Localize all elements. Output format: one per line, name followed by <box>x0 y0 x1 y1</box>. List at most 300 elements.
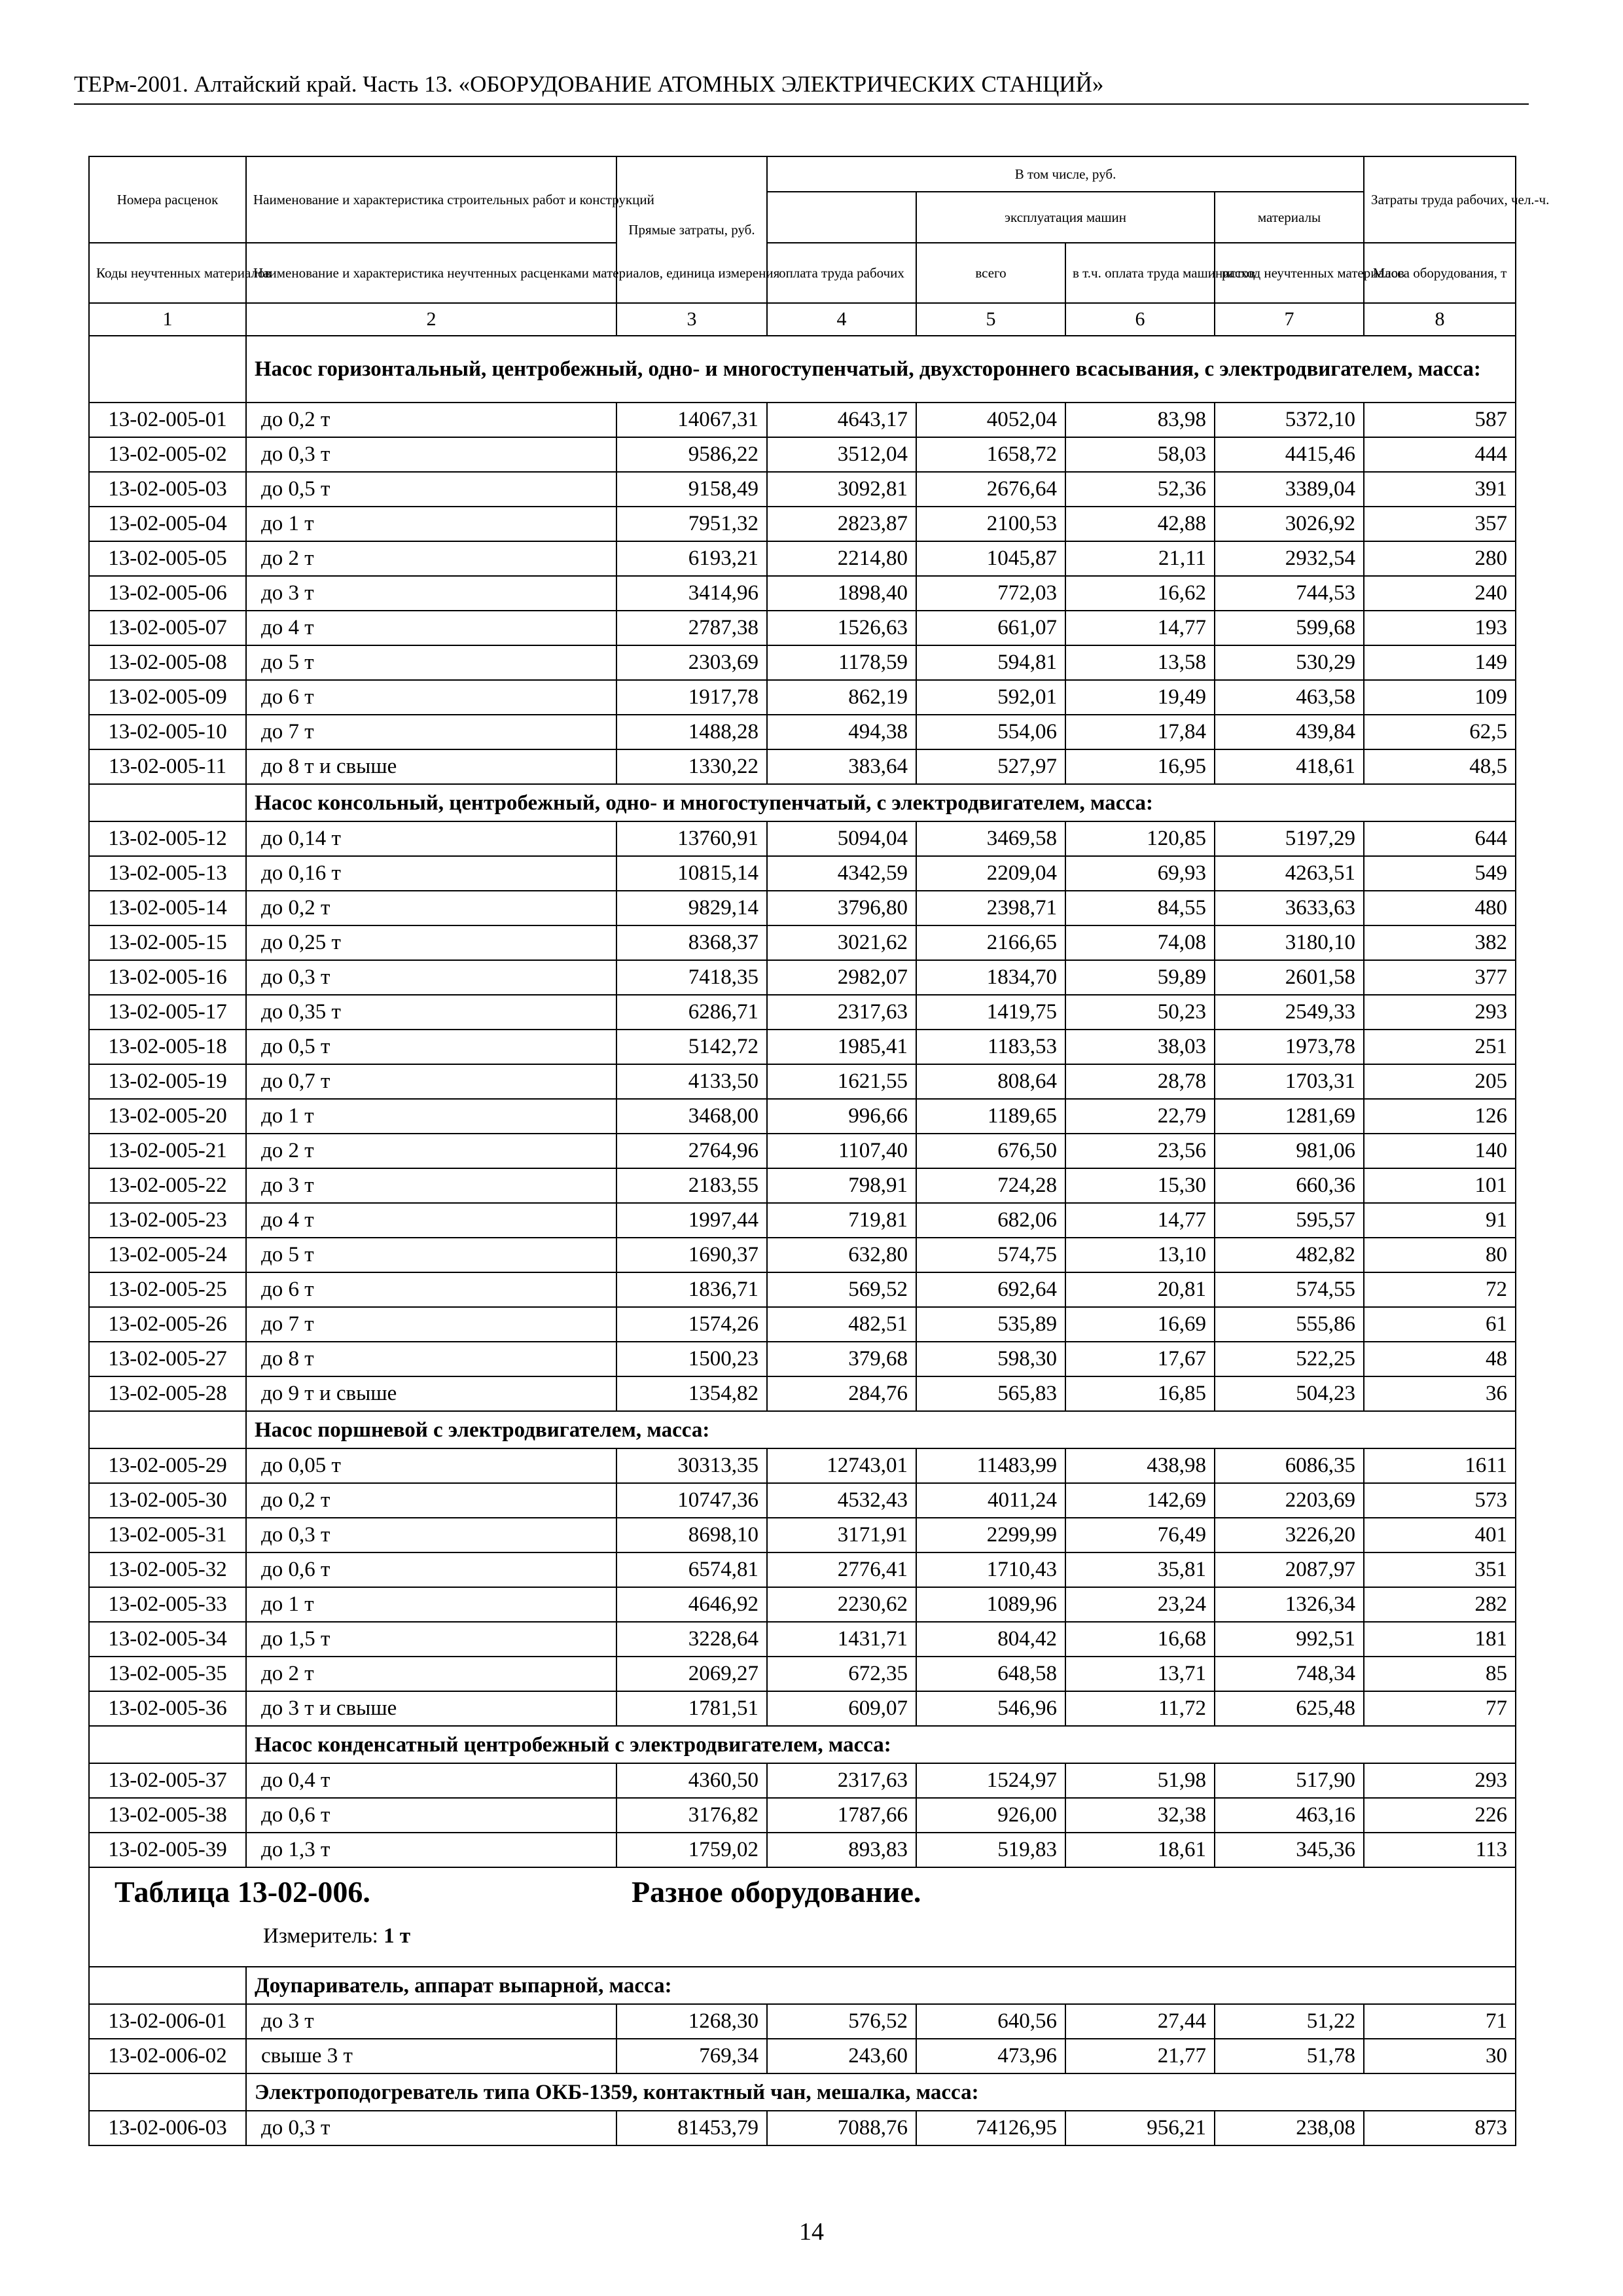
table-row <box>89 2111 1516 2145</box>
section-header-row <box>89 2073 1516 2111</box>
machines-cost: 926,00 <box>916 1798 1065 1833</box>
rate-code: 13-02-006-03 <box>89 2111 246 2145</box>
machines-cost: 598,30 <box>916 1342 1065 1376</box>
driver-wage: 76,49 <box>1065 1518 1215 1552</box>
wage-cost: 1621,55 <box>767 1064 916 1099</box>
rate-code: 13-02-005-27 <box>89 1342 246 1376</box>
labor-hours: 873 <box>1364 2111 1516 2145</box>
rate-code: 13-02-005-05 <box>89 541 246 576</box>
machines-cost: 2299,99 <box>916 1518 1065 1552</box>
machines-cost: 2676,64 <box>916 472 1065 507</box>
direct-costs: 8368,37 <box>616 925 767 960</box>
mass-range: до 1 т <box>246 507 616 541</box>
materials-cost: 3633,63 <box>1215 891 1364 925</box>
direct-costs: 81453,79 <box>616 2111 767 2145</box>
driver-wage: 50,23 <box>1065 995 1215 1030</box>
wage-cost: 569,52 <box>767 1272 916 1307</box>
driver-wage: 52,36 <box>1065 472 1215 507</box>
wage-cost: 284,76 <box>767 1376 916 1411</box>
header-unaccounted-codes: Коды неучтенных материалов <box>89 243 246 303</box>
rate-code: 13-02-005-15 <box>89 925 246 960</box>
mass-range: до 0,3 т <box>246 960 616 995</box>
materials-cost: 463,16 <box>1215 1798 1364 1833</box>
direct-costs: 1997,44 <box>616 1203 767 1238</box>
section-code-cell <box>89 336 246 403</box>
mass-range: до 1 т <box>246 1587 616 1622</box>
driver-wage: 17,67 <box>1065 1342 1215 1376</box>
labor-hours: 280 <box>1364 541 1516 576</box>
direct-costs: 9586,22 <box>616 437 767 472</box>
labor-hours: 149 <box>1364 645 1516 680</box>
section-title: Насос горизонтальный, центробежный, одно- и многоступенчатый, двухстороннего всасывания, с электродвигателем, масса: <box>246 336 1516 403</box>
mass-range: до 0,05 т <box>246 1448 616 1483</box>
rate-code: 13-02-005-13 <box>89 856 246 891</box>
table-row <box>89 1622 1516 1657</box>
materials-cost: 599,68 <box>1215 611 1364 645</box>
mass-range: до 4 т <box>246 1203 616 1238</box>
section-header-row <box>89 1726 1516 1763</box>
materials-cost: 625,48 <box>1215 1691 1364 1726</box>
direct-costs: 1917,78 <box>616 680 767 715</box>
direct-costs: 2764,96 <box>616 1134 767 1168</box>
table-row <box>89 995 1516 1030</box>
rate-code: 13-02-005-31 <box>89 1518 246 1552</box>
materials-cost: 530,29 <box>1215 645 1364 680</box>
materials-cost: 2601,58 <box>1215 960 1364 995</box>
labor-hours: 391 <box>1364 472 1516 507</box>
mass-range: до 6 т <box>246 680 616 715</box>
direct-costs: 7951,32 <box>616 507 767 541</box>
mass-range: до 0,6 т <box>246 1798 616 1833</box>
mass-range: до 0,5 т <box>246 472 616 507</box>
table-row <box>89 1763 1516 1798</box>
direct-costs: 13760,91 <box>616 821 767 856</box>
driver-wage: 120,85 <box>1065 821 1215 856</box>
materials-cost: 463,58 <box>1215 680 1364 715</box>
machines-cost: 2209,04 <box>916 856 1065 891</box>
direct-costs: 7418,35 <box>616 960 767 995</box>
table-row <box>89 645 1516 680</box>
materials-cost: 345,36 <box>1215 1833 1364 1867</box>
mass-range: до 0,25 т <box>246 925 616 960</box>
header-unaccounted-consumption: расход неучтенных материалов <box>1215 243 1364 303</box>
mass-range: до 3 т и свыше <box>246 1691 616 1726</box>
table-row <box>89 1030 1516 1064</box>
materials-cost: 1281,69 <box>1215 1099 1364 1134</box>
rate-code: 13-02-005-37 <box>89 1763 246 1798</box>
table-row <box>89 1168 1516 1203</box>
direct-costs: 769,34 <box>616 2039 767 2073</box>
labor-hours: 480 <box>1364 891 1516 925</box>
section-header-row <box>89 336 1516 403</box>
labor-hours: 444 <box>1364 437 1516 472</box>
driver-wage: 956,21 <box>1065 2111 1215 2145</box>
rate-code: 13-02-005-02 <box>89 437 246 472</box>
document-header: ТЕРм-2001. Алтайский край. Часть 13. «ОБОРУДОВАНИЕ АТОМНЫХ ЭЛЕКТРИЧЕСКИХ СТАНЦИЙ» <box>74 69 1529 105</box>
labor-hours: 1611 <box>1364 1448 1516 1483</box>
driver-wage: 69,93 <box>1065 856 1215 891</box>
materials-cost: 595,57 <box>1215 1203 1364 1238</box>
materials-cost: 482,82 <box>1215 1238 1364 1272</box>
rate-code: 13-02-005-22 <box>89 1168 246 1203</box>
rate-code: 13-02-005-32 <box>89 1552 246 1587</box>
materials-cost: 2549,33 <box>1215 995 1364 1030</box>
machines-cost: 692,64 <box>916 1272 1065 1307</box>
section-header-row <box>89 1411 1516 1448</box>
section-title: Насос консольный, центробежный, одно- и многоступенчатый, с электродвигателем, масса: <box>246 784 1516 821</box>
wage-cost: 2230,62 <box>767 1587 916 1622</box>
machines-cost: 3469,58 <box>916 821 1065 856</box>
table-row <box>89 472 1516 507</box>
section-code-cell <box>89 1726 246 1763</box>
header-unaccounted-names: Наименование и характеристика неучтенных расценками материалов, единица измерения <box>246 243 616 303</box>
table-row <box>89 1376 1516 1411</box>
labor-hours: 126 <box>1364 1099 1516 1134</box>
labor-hours: 251 <box>1364 1030 1516 1064</box>
rate-code: 13-02-005-04 <box>89 507 246 541</box>
wage-cost: 672,35 <box>767 1657 916 1691</box>
mass-range: до 4 т <box>246 611 616 645</box>
header-work-name: Наименование и характеристика строительных работ и конструкций <box>246 156 616 243</box>
labor-hours: 573 <box>1364 1483 1516 1518</box>
mass-range: до 2 т <box>246 1134 616 1168</box>
header-wage: оплата труда рабочих <box>767 243 916 303</box>
table-row <box>89 1587 1516 1622</box>
labor-hours: 71 <box>1364 2004 1516 2039</box>
direct-costs: 1500,23 <box>616 1342 767 1376</box>
machines-cost: 682,06 <box>916 1203 1065 1238</box>
price-table-body <box>89 156 1550 2145</box>
machines-cost: 535,89 <box>916 1307 1065 1342</box>
driver-wage: 14,77 <box>1065 611 1215 645</box>
direct-costs: 1574,26 <box>616 1307 767 1342</box>
machines-cost: 74126,95 <box>916 2111 1065 2145</box>
table-row <box>89 541 1516 576</box>
materials-cost: 3389,04 <box>1215 472 1364 507</box>
section-title: Электроподогреватель типа ОКБ-1359, контактный чан, мешалка, масса: <box>246 2073 1516 2111</box>
machines-cost: 2166,65 <box>916 925 1065 960</box>
table-row <box>89 2039 1516 2073</box>
wage-cost: 862,19 <box>767 680 916 715</box>
section-title: Насос конденсатный центробежный с электродвигателем, масса: <box>246 1726 1516 1763</box>
labor-hours: 240 <box>1364 576 1516 611</box>
table-row <box>89 1099 1516 1134</box>
direct-costs: 9158,49 <box>616 472 767 507</box>
mass-range: до 0,6 т <box>246 1552 616 1587</box>
table-row <box>89 1657 1516 1691</box>
rate-code: 13-02-005-35 <box>89 1657 246 1691</box>
materials-cost: 522,25 <box>1215 1342 1364 1376</box>
rate-code: 13-02-005-28 <box>89 1376 246 1411</box>
direct-costs: 1354,82 <box>616 1376 767 1411</box>
machines-cost: 473,96 <box>916 2039 1065 2073</box>
rate-code: 13-02-005-26 <box>89 1307 246 1342</box>
table-row <box>89 1552 1516 1587</box>
labor-hours: 36 <box>1364 1376 1516 1411</box>
table-row <box>89 1064 1516 1099</box>
rate-code: 13-02-005-17 <box>89 995 246 1030</box>
unit-line <box>263 1924 410 1948</box>
mass-range: до 3 т <box>246 576 616 611</box>
machines-cost: 1189,65 <box>916 1099 1065 1134</box>
materials-cost: 418,61 <box>1215 749 1364 784</box>
direct-costs: 14067,31 <box>616 403 767 437</box>
driver-wage: 59,89 <box>1065 960 1215 995</box>
table-row <box>89 1518 1516 1552</box>
header-direct-costs: Прямые затраты, руб. <box>616 156 767 303</box>
mass-range: до 5 т <box>246 1238 616 1272</box>
direct-costs: 6286,71 <box>616 995 767 1030</box>
wage-cost: 2317,63 <box>767 995 916 1030</box>
wage-cost: 609,07 <box>767 1691 916 1726</box>
machines-cost: 519,83 <box>916 1833 1065 1867</box>
mass-range: до 1,5 т <box>246 1622 616 1657</box>
direct-costs: 2183,55 <box>616 1168 767 1203</box>
table-row <box>89 749 1516 784</box>
wage-cost: 798,91 <box>767 1168 916 1203</box>
column-number: 1 <box>89 303 246 336</box>
table-row <box>89 821 1516 856</box>
materials-cost: 51,22 <box>1215 2004 1364 2039</box>
section-title: Насос поршневой с электродвигателем, масса: <box>246 1411 1516 1448</box>
direct-costs: 1781,51 <box>616 1691 767 1726</box>
section-header-row <box>89 1967 1516 2004</box>
mass-range: до 0,4 т <box>246 1763 616 1798</box>
wage-cost: 2317,63 <box>767 1763 916 1798</box>
wage-cost: 4342,59 <box>767 856 916 891</box>
direct-costs: 5142,72 <box>616 1030 767 1064</box>
mass-range: до 0,14 т <box>246 821 616 856</box>
column-number: 7 <box>1215 303 1364 336</box>
driver-wage: 16,95 <box>1065 749 1215 784</box>
rate-code: 13-02-006-02 <box>89 2039 246 2073</box>
labor-hours: 85 <box>1364 1657 1516 1691</box>
materials-cost: 1703,31 <box>1215 1064 1364 1099</box>
driver-wage: 58,03 <box>1065 437 1215 472</box>
direct-costs: 3228,64 <box>616 1622 767 1657</box>
rate-code: 13-02-005-25 <box>89 1272 246 1307</box>
direct-costs: 1690,37 <box>616 1238 767 1272</box>
labor-hours: 351 <box>1364 1552 1516 1587</box>
wage-cost: 3796,80 <box>767 891 916 925</box>
materials-cost: 3226,20 <box>1215 1518 1364 1552</box>
driver-wage: 438,98 <box>1065 1448 1215 1483</box>
mass-range: до 0,2 т <box>246 1483 616 1518</box>
materials-cost: 5372,10 <box>1215 403 1364 437</box>
materials-cost: 574,55 <box>1215 1272 1364 1307</box>
labor-hours: 77 <box>1364 1691 1516 1726</box>
rate-code: 13-02-005-14 <box>89 891 246 925</box>
table-row <box>89 1134 1516 1168</box>
mass-range: до 6 т <box>246 1272 616 1307</box>
driver-wage: 21,77 <box>1065 2039 1215 2073</box>
table-row <box>89 715 1516 749</box>
header-equipment-mass: Масса оборудования, т <box>1364 243 1516 303</box>
direct-costs: 1759,02 <box>616 1833 767 1867</box>
direct-costs: 30313,35 <box>616 1448 767 1483</box>
machines-cost: 808,64 <box>916 1064 1065 1099</box>
wage-cost: 3092,81 <box>767 472 916 507</box>
materials-cost: 2932,54 <box>1215 541 1364 576</box>
wage-cost: 1985,41 <box>767 1030 916 1064</box>
machines-cost: 661,07 <box>916 611 1065 645</box>
driver-wage: 28,78 <box>1065 1064 1215 1099</box>
rate-code: 13-02-005-09 <box>89 680 246 715</box>
rate-code: 13-02-005-10 <box>89 715 246 749</box>
materials-cost: 51,78 <box>1215 2039 1364 2073</box>
driver-wage: 13,71 <box>1065 1657 1215 1691</box>
rate-code: 13-02-005-36 <box>89 1691 246 1726</box>
table-row <box>89 856 1516 891</box>
mass-range: до 0,7 т <box>246 1064 616 1099</box>
wage-cost: 5094,04 <box>767 821 916 856</box>
wage-cost: 1107,40 <box>767 1134 916 1168</box>
driver-wage: 21,11 <box>1065 541 1215 576</box>
table-row <box>89 1272 1516 1307</box>
column-number: 3 <box>616 303 767 336</box>
machines-cost: 1658,72 <box>916 437 1065 472</box>
driver-wage: 13,58 <box>1065 645 1215 680</box>
machines-cost: 1834,70 <box>916 960 1065 995</box>
section-code-cell <box>89 1411 246 1448</box>
wage-cost: 719,81 <box>767 1203 916 1238</box>
machines-cost: 565,83 <box>916 1376 1065 1411</box>
machines-cost: 804,42 <box>916 1622 1065 1657</box>
rate-code: 13-02-005-12 <box>89 821 246 856</box>
direct-costs: 6574,81 <box>616 1552 767 1587</box>
wage-cost: 243,60 <box>767 2039 916 2073</box>
labor-hours: 62,5 <box>1364 715 1516 749</box>
labor-hours: 382 <box>1364 925 1516 960</box>
table-row <box>89 1483 1516 1518</box>
table-row <box>89 2004 1516 2039</box>
mass-range: до 0,2 т <box>246 891 616 925</box>
labor-hours: 193 <box>1364 611 1516 645</box>
labor-hours: 109 <box>1364 680 1516 715</box>
labor-hours: 140 <box>1364 1134 1516 1168</box>
table-row <box>89 680 1516 715</box>
labor-hours: 80 <box>1364 1238 1516 1272</box>
labor-hours: 282 <box>1364 1587 1516 1622</box>
labor-hours: 401 <box>1364 1518 1516 1552</box>
driver-wage: 16,69 <box>1065 1307 1215 1342</box>
materials-cost: 981,06 <box>1215 1134 1364 1168</box>
labor-hours: 30 <box>1364 2039 1516 2073</box>
direct-costs: 1488,28 <box>616 715 767 749</box>
wage-cost: 12743,01 <box>767 1448 916 1483</box>
mass-range: до 2 т <box>246 1657 616 1691</box>
machines-cost: 2100,53 <box>916 507 1065 541</box>
driver-wage: 20,81 <box>1065 1272 1215 1307</box>
machines-cost: 772,03 <box>916 576 1065 611</box>
labor-hours: 293 <box>1364 1763 1516 1798</box>
direct-costs: 4646,92 <box>616 1587 767 1622</box>
machines-cost: 676,50 <box>916 1134 1065 1168</box>
materials-cost: 4263,51 <box>1215 856 1364 891</box>
machines-cost: 1710,43 <box>916 1552 1065 1587</box>
section-code-cell <box>89 1967 246 2004</box>
rate-code: 13-02-005-01 <box>89 403 246 437</box>
machines-cost: 1045,87 <box>916 541 1065 576</box>
wage-cost: 632,80 <box>767 1238 916 1272</box>
driver-wage: 42,88 <box>1065 507 1215 541</box>
wage-cost: 3021,62 <box>767 925 916 960</box>
direct-costs: 3414,96 <box>616 576 767 611</box>
direct-costs: 4360,50 <box>616 1763 767 1798</box>
mass-range: свыше 3 т <box>246 2039 616 2073</box>
rate-code: 13-02-005-11 <box>89 749 246 784</box>
header-machines-total: всего <box>916 243 1065 303</box>
header-row-1 <box>89 156 1516 192</box>
table-row <box>89 507 1516 541</box>
driver-wage: 16,68 <box>1065 1622 1215 1657</box>
machines-cost: 2398,71 <box>916 891 1065 925</box>
header-row-3 <box>89 243 1516 303</box>
materials-cost: 1973,78 <box>1215 1030 1364 1064</box>
labor-hours: 377 <box>1364 960 1516 995</box>
labor-hours: 91 <box>1364 1203 1516 1238</box>
header-blank <box>767 192 916 243</box>
mass-range: до 1,3 т <box>246 1833 616 1867</box>
driver-wage: 16,85 <box>1065 1376 1215 1411</box>
rate-code: 13-02-006-01 <box>89 2004 246 2039</box>
mass-range: до 5 т <box>246 645 616 680</box>
driver-wage: 38,03 <box>1065 1030 1215 1064</box>
machines-cost: 554,06 <box>916 715 1065 749</box>
wage-cost: 482,51 <box>767 1307 916 1342</box>
table-row <box>89 1833 1516 1867</box>
machines-cost: 4052,04 <box>916 403 1065 437</box>
materials-cost: 748,34 <box>1215 1657 1364 1691</box>
labor-hours: 549 <box>1364 856 1516 891</box>
direct-costs: 1268,30 <box>616 2004 767 2039</box>
driver-wage: 14,77 <box>1065 1203 1215 1238</box>
driver-wage: 84,55 <box>1065 891 1215 925</box>
wage-cost: 1178,59 <box>767 645 916 680</box>
rate-code: 13-02-005-20 <box>89 1099 246 1134</box>
direct-costs: 8698,10 <box>616 1518 767 1552</box>
mass-range: до 7 т <box>246 1307 616 1342</box>
materials-cost: 504,23 <box>1215 1376 1364 1411</box>
wage-cost: 1787,66 <box>767 1798 916 1833</box>
materials-cost: 4415,46 <box>1215 437 1364 472</box>
mass-range: до 8 т <box>246 1342 616 1376</box>
rate-code: 13-02-005-33 <box>89 1587 246 1622</box>
materials-cost: 2203,69 <box>1215 1483 1364 1518</box>
unit-label: Измеритель: <box>263 1924 378 1948</box>
materials-cost: 2087,97 <box>1215 1552 1364 1587</box>
labor-hours: 72 <box>1364 1272 1516 1307</box>
table-row <box>89 960 1516 995</box>
wage-cost: 1431,71 <box>767 1622 916 1657</box>
header-labor: Затраты труда рабочих, чел.-ч. <box>1364 156 1516 243</box>
unit-value: 1 т <box>383 1924 411 1948</box>
labor-hours: 101 <box>1364 1168 1516 1203</box>
table-row <box>89 925 1516 960</box>
table-row <box>89 611 1516 645</box>
wage-cost: 3171,91 <box>767 1518 916 1552</box>
labor-hours: 357 <box>1364 507 1516 541</box>
machines-cost: 527,97 <box>916 749 1065 784</box>
direct-costs: 2303,69 <box>616 645 767 680</box>
materials-cost: 5197,29 <box>1215 821 1364 856</box>
wage-cost: 4643,17 <box>767 403 916 437</box>
header-materials: материалы <box>1215 192 1364 243</box>
mass-range: до 8 т и свыше <box>246 749 616 784</box>
labor-hours: 48,5 <box>1364 749 1516 784</box>
rate-code: 13-02-005-18 <box>89 1030 246 1064</box>
labor-hours: 644 <box>1364 821 1516 856</box>
